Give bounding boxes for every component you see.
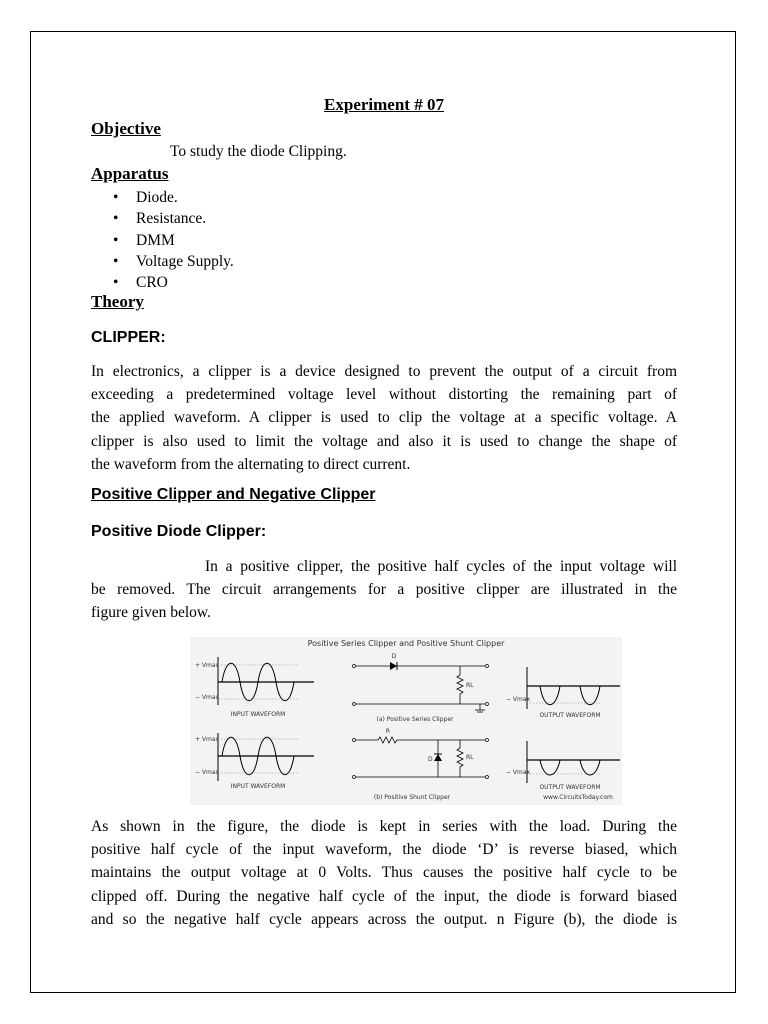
list-item: • Diode. [113,187,234,208]
diode-label-series: D [391,653,397,660]
paragraph-line: be removed. The circuit arrangements for a positive clipper are illustrated in the [91,581,677,599]
vmax-neg-label: − Vmax [195,769,220,776]
list-item: • CRO [113,272,234,293]
apparatus-list [113,187,234,293]
paragraph-line: In a positive clipper, the positive half cycles of the input voltage will [205,558,677,575]
positive-diode-heading: Positive Diode Clipper: [91,523,267,540]
output-waveform-top [527,667,620,709]
rl-label-series: RL [466,682,474,689]
positive-diode-paragraph [91,555,677,625]
explanation-paragraph [91,815,677,931]
input-caption-bottom: INPUT WAVEFORM [230,783,286,790]
vmax-pos-label: + Vmax [195,736,220,743]
figure-title: Positive Series Clipper and Positive Shunt Clipper [307,639,505,648]
rl-label-shunt: RL [466,754,474,761]
paragraph-line: figure given below. [91,604,211,622]
list-item: • Voltage Supply. [113,251,234,272]
paragraph-line: clipper is also used to limit the voltage and also it is used to change the shape of [91,432,677,450]
clipper-paragraph [91,360,677,476]
paragraph-line: In electronics, a clipper is a device designed to prevent the output of a circuit from [91,363,677,380]
paragraph-line: clipped off. During the negative half cycle of the input, the diode is forward biased [91,887,677,905]
page-title: Experiment # 07 [324,95,444,114]
vmax-neg-out-label: − Vmax [506,696,531,703]
paragraph-line: positive half cycle of the input waveform, the diode ‘D’ is reverse biased, which [91,841,677,859]
series-caption: (a) Positive Series Clipper [376,716,454,723]
theory-heading: Theory [91,292,144,311]
resistor-label-shunt: R [385,728,391,735]
diode-label-shunt: D [428,756,433,763]
input-caption-top: INPUT WAVEFORM [230,711,286,718]
list-item: • Resistance. [113,208,234,229]
output-waveform-bottom [527,741,620,783]
paragraph-line: and so the negative half cycle appears across the output. n Figure (b), the diode is [91,910,677,928]
clipper-figure [190,637,622,805]
vmax-pos-label: + Vmax [195,662,220,669]
output-caption-top: OUTPUT WAVEFORM [539,712,601,719]
clipper-diagram [190,637,622,805]
paragraph-line: As shown in the figure, the diode is kept in series with the load. During the [91,818,677,835]
input-waveform-top [218,657,314,705]
vmax-neg-label: − Vmax [195,694,220,701]
input-waveform-bottom [218,733,314,781]
figure-credit: www.CircuitsToday.com [543,794,613,801]
objective-text: To study the diode Clipping. [170,143,347,160]
shunt-caption: (b) Positive Shunt Clipper [373,794,451,801]
paragraph-line: maintains the output voltage at 0 Volts. Thus causes the positive half cycle to be [91,864,677,882]
apparatus-heading: Apparatus [91,164,169,183]
list-item: • DMM [113,230,234,251]
vmax-neg-out-label: − Vmax [506,769,531,776]
objective-heading: Objective [91,119,161,138]
paragraph-line: exceeding a predetermined voltage level without distorting the remaining part of [91,386,677,404]
output-caption-bottom: OUTPUT WAVEFORM [539,784,601,791]
clipper-heading: CLIPPER: [91,329,166,346]
pos-neg-heading: Positive Clipper and Negative Clipper [91,486,376,503]
paragraph-line: the applied waveform. A clipper is used to clip the voltage at a specific voltage. A [91,409,677,427]
paragraph-line: the waveform from the alternating to direct current. [91,455,411,473]
